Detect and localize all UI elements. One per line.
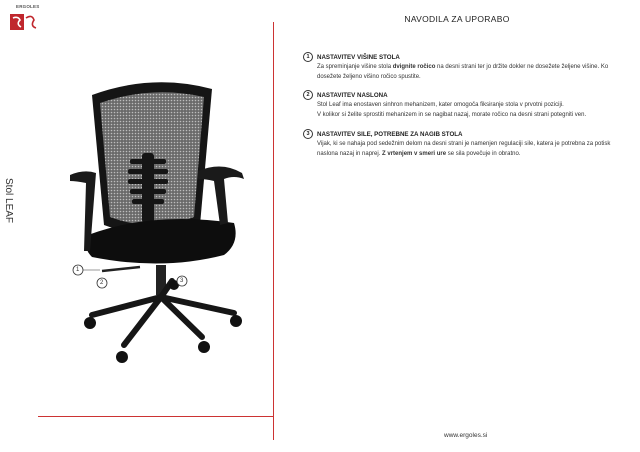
footer-url[interactable]: www.ergoles.si — [444, 432, 488, 439]
fold-line-horizontal — [38, 416, 273, 417]
body-text: se sila povečuje in obratno. — [446, 150, 521, 157]
section-heading: NASTAVITEV VIŠINE STOLA — [317, 53, 400, 61]
body-line: Stol Leaf ima enostaven sinhron mehanizem, kater omogoča fiksiranje stola v prvotni poziciji. — [317, 102, 564, 108]
ergoles-logo — [6, 6, 46, 36]
section-number: 3 — [303, 129, 313, 139]
section-number: 1 — [303, 52, 313, 62]
section-backrest — [303, 90, 633, 120]
section-heading: NASTAVITEV SILE, POTREBNE ZA NAGIB STOLA — [317, 130, 463, 138]
body-line: V kolikor si želite sprostiti mehanizem in se nagibat nazaj, morate ročico na desni strani potegniti ven. — [317, 111, 587, 118]
logo-text: ERGOLES — [16, 4, 40, 9]
body-text: Vijak, ki se nahaja pod sedežnim delom na desni strani je namenjen regulaciji sile, katera je potrebna za potisk naslona nazaj in naprej. — [317, 141, 611, 157]
callout-2: 2 — [100, 280, 104, 286]
callout-3: 3 — [180, 278, 184, 284]
body-text: na desni strani ter jo držite dokler ne dosežete željene višine. Ko dosežete željeno višino ročico spustite. — [317, 64, 609, 80]
section-tilt-force — [303, 129, 633, 159]
callout-1: 1 — [76, 267, 80, 273]
section-body — [317, 101, 633, 120]
page-title: NAVODILA ZA UPORABO — [404, 14, 510, 24]
section-seat-height — [303, 52, 633, 82]
section-body — [317, 63, 633, 82]
section-body — [317, 140, 633, 159]
product-name-vertical: Stol LEAF — [3, 178, 14, 224]
section-heading: NASTAVITEV NASLONA — [317, 91, 388, 99]
chair-illustration — [62, 75, 262, 370]
body-bold: dvignite ročico — [392, 64, 436, 70]
body-bold: Z vrtenjem v smeri ure — [382, 150, 447, 157]
section-number: 2 — [303, 90, 313, 100]
fold-line-vertical — [273, 22, 274, 440]
body-text: Za spreminjanje višine stola — [317, 64, 393, 70]
